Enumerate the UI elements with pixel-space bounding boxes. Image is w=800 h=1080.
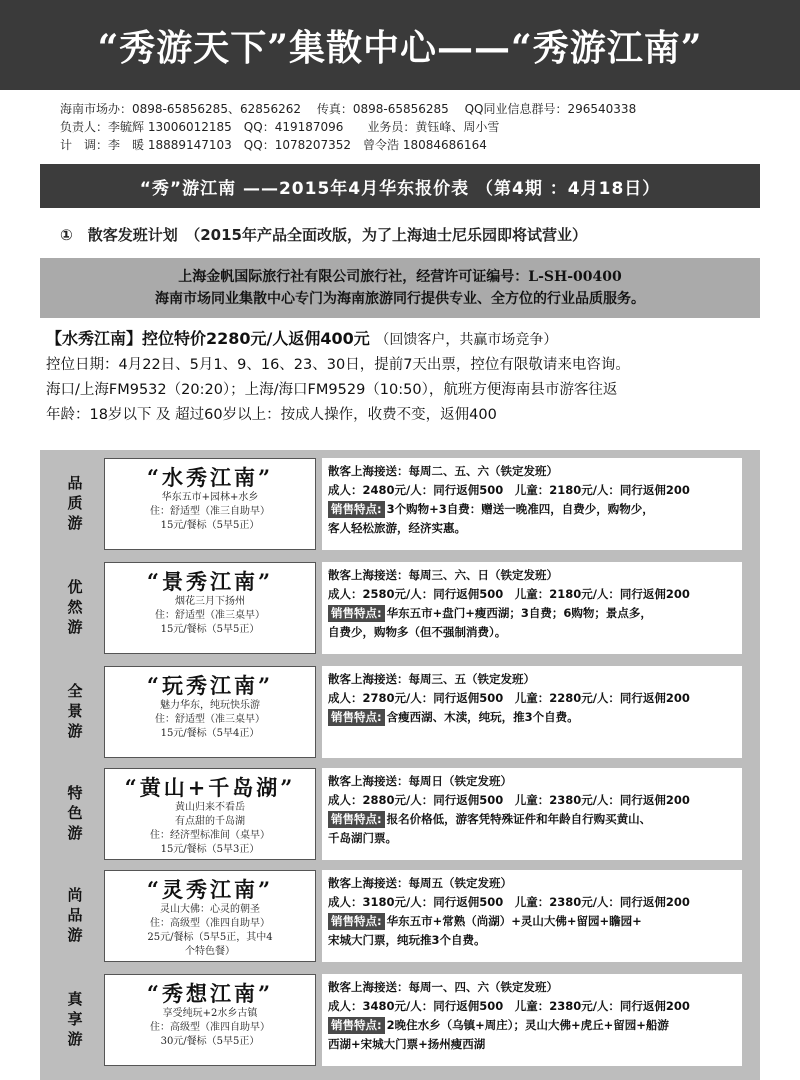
product-info [322,458,742,550]
sales-feature-tag: 销售特点: [328,501,385,518]
product-detail-line: 15元/餐标（5早5正） [160,624,260,635]
product-detail-line: 住：高级型（准四自助早） [150,918,270,929]
product-info [322,768,742,860]
category-label [50,666,100,756]
product-detail-line: 25元/餐标（5早5正，其中4 [147,932,273,943]
sales-feature-tag: 销售特点: [328,709,385,726]
category-text: 全景游 [67,682,83,740]
product-detail-line: 住：舒适型（准三桌早） [155,714,265,725]
category-text: 特色游 [67,784,83,842]
contact-line-1: 海南市场办：0898-65856285、62856262 传真：0898-65856285 QQ同业信息群号：296540338 [60,102,637,116]
feature-text-2: 自费少，购物多（但不强制消费）。 [328,625,507,639]
schedule-text: 散客上海接送：每周三、五（铁定发班） [328,672,535,686]
product-row [46,660,770,758]
category-label [50,974,100,1064]
price-text: 成人：3180元/人：同行返佣500 儿童：2380元/人：同行返佣200 [328,895,690,909]
feature-text-2: 西湖+宋城大门票+扬州瘦西湖 [328,1037,486,1051]
price-text: 成人：2780元/人：同行返佣500 儿童：2280元/人：同行返佣200 [328,691,690,705]
product-info [322,974,742,1066]
product-row [46,556,770,654]
category-text: 真享游 [67,990,83,1048]
sales-feature-tag: 销售特点: [328,811,385,828]
feature-text-2: 宋城大门票，纯玩推3个自费。 [328,933,486,947]
product-name: “水秀江南” [146,465,274,490]
schedule-text: 散客上海接送：每周日（铁定发班） [328,774,512,788]
contact-info [60,100,760,154]
product-name: “景秀江南” [146,569,274,594]
schedule-text: 散客上海接送：每周一、四、六（铁定发班） [328,980,558,994]
product-detail-line: 住：高级型（准四自助早） [150,1022,270,1033]
product-card [104,666,316,758]
promo-flights: 海口/上海FM9532（20:20）；上海/海口FM9529（10:50），航班方便海南县市游客往返 [46,382,618,398]
header-banner [0,0,800,90]
sales-feature-tag: 销售特点: [328,605,385,622]
feature-text-1: 含瘦西湖、木渎，纯玩，推3个自费。 [386,710,579,724]
price-text: 成人：3480元/人：同行返佣500 儿童：2380元/人：同行返佣200 [328,999,690,1013]
product-card [104,870,316,962]
feature-text-1: 3个购物+3自费：赠送一晚准四，自费少，购物少， [386,502,654,516]
product-card [104,458,316,550]
product-row [46,968,770,1066]
category-text: 优然游 [67,578,83,636]
promo-dates: 控位日期：4月22日、5月1、9、16、23、30日，提前7天出票，控位有限敬请来电咨询。 [46,357,630,373]
product-detail-line: 15元/餐标（5早3正） [160,844,260,855]
promo-headline-sub: （回馈客户，共赢市场竞争） [375,332,558,348]
promo-block [46,326,760,428]
product-name: “灵秀江南” [146,877,274,902]
product-detail-line: 灵山大佛：心灵的朝圣 [160,904,260,915]
product-detail-line: 住：舒适型（准三自助早） [150,506,270,517]
product-detail-line: 15元/餐标（5早4正） [160,728,260,739]
product-detail-line: 有点甜的千岛湖 [175,816,245,827]
feature-text-1: 2晚住水乡（乌镇+周庄）；灵山大佛+虎丘+留园+船游 [386,1018,669,1032]
product-detail-line: 15元/餐标（5早5正） [160,520,260,531]
feature-text-1: 华东五市+常熟（尚湖）+灵山大佛+留园+瞻园+ [386,914,642,928]
product-row [46,452,770,550]
product-info [322,562,742,654]
product-info [322,870,742,962]
product-row [46,864,770,962]
contact-line-3: 计 调：李 暖 18889147103 QQ：1078207352 曾令浩 18084686164 [60,138,487,152]
price-list-title: “秀”游江南 ——2015年4月华东报价表 （第4期 ：4月18日） [139,178,661,199]
product-detail-line: 享受纯玩+2水乡古镇 [162,1008,258,1019]
schedule-text: 散客上海接送：每周二、五、六（铁定发班） [328,464,558,478]
product-detail-line: 华东五市+园林+水乡 [161,492,259,503]
price-text: 成人：2880元/人：同行返佣500 儿童：2380元/人：同行返佣200 [328,793,690,807]
product-detail-line: 魅力华东，纯玩快乐游 [160,700,260,711]
feature-text-2: 千岛湖门票。 [328,831,397,845]
promo-headline-main: 【水秀江南】控位特价2280元/人返佣400元 [46,329,370,348]
contact-line-2: 负责人：李毓辉 13006012185 QQ：419187096 业务员：黄钰峰、周小雪 [60,120,500,134]
company-slogan: 海南市场同业集散中心专门为海南旅游同行提供专业、全方位的行业品质服务。 [155,291,645,307]
product-name: “黄山+千岛湖” [124,775,296,800]
sales-feature-tag: 销售特点: [328,1017,385,1034]
product-card [104,768,316,860]
product-detail-line: 黄山归来不看岳 [175,802,245,813]
sales-feature-tag: 销售特点: [328,913,385,930]
price-list-title-bar [40,164,760,208]
category-label [50,768,100,858]
product-name: “玩秀江南” [146,673,274,698]
schedule-text: 散客上海接送：每周五（铁定发班） [328,876,512,890]
product-name: “秀想江南” [146,981,274,1006]
company-license: 上海金帆国际旅行社有限公司旅行社，经营许可证编号：L-SH-00400 [178,269,622,285]
category-label [50,458,100,548]
page-title: “秀游天下”集散中心——“秀游江南” [97,26,703,69]
category-text: 品质游 [67,474,83,532]
company-info-box [40,258,760,318]
promo-age: 年龄：18岁以下 及 超过60岁以上：按成人操作，收费不变，返佣400 [46,407,497,423]
product-detail-line: 烟花三月下扬州 [175,596,245,607]
schedule-text: 散客上海接送：每周三、六、日（铁定发班） [328,568,558,582]
feature-text-2: 客人轻松旅游，经济实惠。 [328,521,466,535]
price-text: 成人：2480元/人：同行返佣500 儿童：2180元/人：同行返佣200 [328,483,690,497]
product-card [104,562,316,654]
product-detail-line: 30元/餐标（5早5正） [160,1036,260,1047]
product-row [46,762,770,860]
category-text: 尚品游 [67,886,83,944]
product-info [322,666,742,758]
product-detail-line: 住：舒适型（准三桌早） [155,610,265,621]
feature-text-1: 报名价格低，游客凭特殊证件和年龄自行购买黄山、 [386,812,652,826]
product-card [104,974,316,1066]
section-heading: ① 散客发班计划 （2015年产品全面改版，为了上海迪士尼乐园即将试营业） [60,226,587,244]
product-detail-line: 住：经济型标准间（桌早） [150,830,270,841]
category-label [50,870,100,960]
feature-text-1: 华东五市+盘门+瘦西湖；3自费；6购物；景点多， [386,606,652,620]
price-text: 成人：2580元/人：同行返佣500 儿童：2180元/人：同行返佣200 [328,587,690,601]
product-detail-line: 个特色餐） [185,946,235,957]
category-label [50,562,100,652]
promo-headline [46,326,760,353]
